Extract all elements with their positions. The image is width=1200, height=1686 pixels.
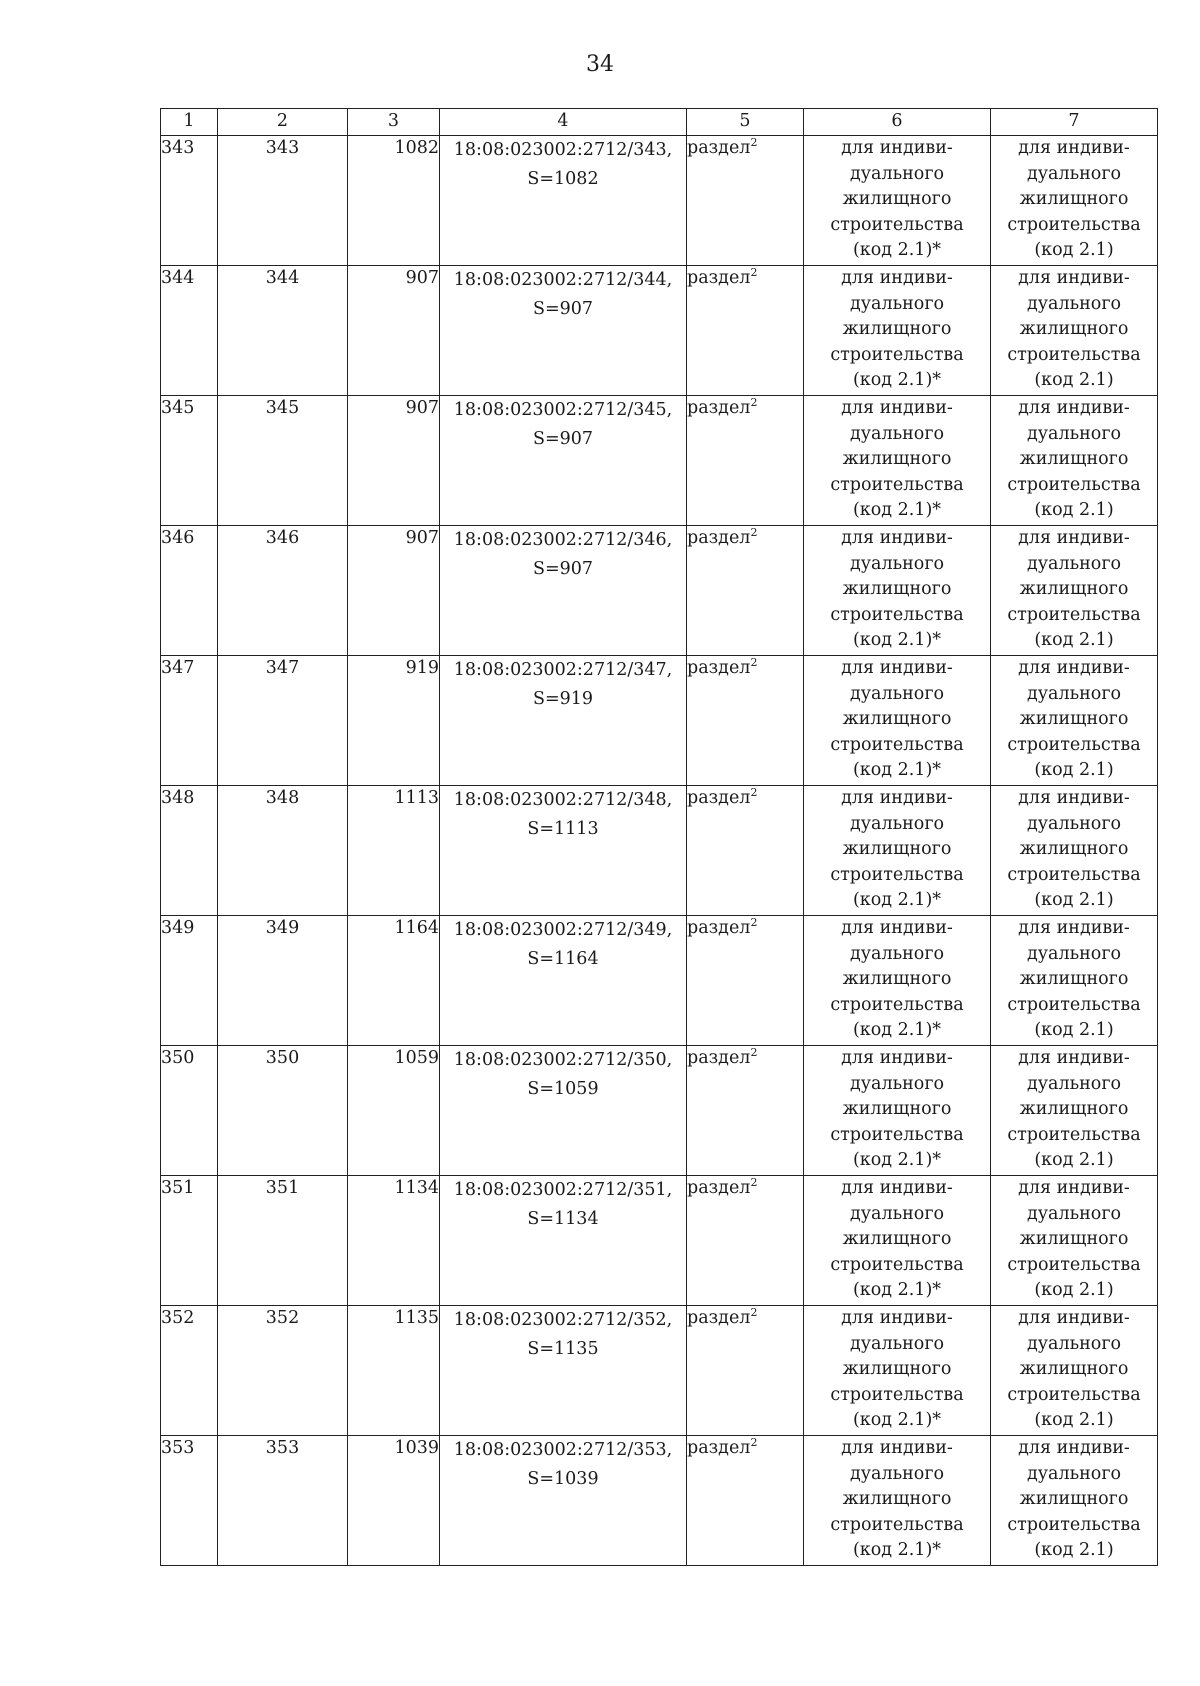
footnote-marker: 2	[750, 396, 758, 410]
permitted-use-line: жилищного	[842, 1229, 952, 1249]
table-row	[161, 136, 1158, 266]
permitted-use-line: для индиви-	[841, 658, 953, 678]
permitted-use-line: строительства	[830, 1254, 964, 1275]
area-cell: 907	[348, 396, 440, 526]
area-cell: 1164	[348, 916, 440, 1046]
table-row	[161, 916, 1158, 1046]
section-label: раздел	[687, 658, 751, 678]
permitted-use-line: строительства	[1007, 1124, 1141, 1145]
section-label: раздел	[687, 398, 751, 418]
area-cell: 1113	[348, 786, 440, 916]
cadastral-area: S=1059	[527, 1079, 599, 1099]
cadastral-cell	[440, 916, 687, 1046]
permitted-use-cell	[804, 526, 991, 656]
permitted-use-line: для индиви-	[841, 788, 953, 808]
permitted-use-line: (код 2.1)	[1034, 1280, 1114, 1300]
section-label: раздел	[687, 1438, 751, 1458]
permitted-use-line: строительства	[830, 994, 964, 1015]
permitted-use-line: для индиви-	[841, 528, 953, 548]
permitted-use-line: для индиви-	[1018, 1048, 1130, 1068]
permitted-use-line: дуального	[1026, 293, 1122, 314]
permitted-use-line: (код 2.1)*	[852, 630, 942, 650]
footnote-marker: 2	[750, 1436, 758, 1450]
permitted-use-line: (код 2.1)*	[852, 500, 942, 520]
plot-number-cell: 349	[218, 916, 348, 1046]
permitted-use-line: (код 2.1)*	[852, 890, 942, 910]
section-cell	[687, 1306, 804, 1436]
cadastral-cell	[440, 1176, 687, 1306]
permitted-use-line: строительства	[1007, 474, 1141, 495]
permitted-use-line: строительства	[1007, 214, 1141, 235]
permitted-use-line: дуального	[849, 1073, 945, 1094]
permitted-use-line: (код 2.1)*	[852, 1540, 942, 1560]
cadastral-number: 18:08:023002:2712/344,	[453, 270, 673, 290]
section-label: раздел	[687, 1048, 751, 1068]
permitted-use-line: для индиви-	[1018, 268, 1130, 288]
permitted-use-line: дуального	[849, 683, 945, 704]
permitted-use-line: строительства	[830, 864, 964, 885]
permitted-use-cell	[991, 396, 1158, 526]
permitted-use-cell	[804, 1046, 991, 1176]
permitted-use-line: для индиви-	[1018, 1308, 1130, 1328]
plot-number-cell: 351	[218, 1176, 348, 1306]
permitted-use-line: для индиви-	[1018, 138, 1130, 158]
permitted-use-line: жилищного	[842, 839, 952, 859]
table-row	[161, 1176, 1158, 1306]
section-cell	[687, 1176, 804, 1306]
permitted-use-line: для индиви-	[841, 1308, 953, 1328]
row-number-cell: 348	[161, 786, 218, 916]
footnote-marker: 2	[750, 136, 758, 150]
permitted-use-line: жилищного	[1019, 449, 1129, 469]
permitted-use-line: для индиви-	[1018, 1178, 1130, 1198]
permitted-use-line: жилищного	[1019, 579, 1129, 599]
permitted-use-line: дуального	[1026, 813, 1122, 834]
section-cell	[687, 656, 804, 786]
permitted-use-line: строительства	[830, 214, 964, 235]
permitted-use-cell	[991, 266, 1158, 396]
permitted-use-line: (код 2.1)*	[852, 760, 942, 780]
column-header: 7	[991, 109, 1158, 136]
area-cell: 1059	[348, 1046, 440, 1176]
cadastral-cell	[440, 656, 687, 786]
permitted-use-line: жилищного	[1019, 839, 1129, 859]
cadastral-number: 18:08:023002:2712/348,	[453, 790, 673, 810]
permitted-use-line: жилищного	[1019, 1229, 1129, 1249]
cadastral-cell	[440, 266, 687, 396]
section-cell	[687, 396, 804, 526]
permitted-use-cell	[991, 1306, 1158, 1436]
permitted-use-line: (код 2.1)	[1034, 500, 1114, 520]
cadastral-area: S=907	[532, 429, 594, 449]
cadastral-number: 18:08:023002:2712/347,	[453, 660, 673, 680]
section-cell	[687, 266, 804, 396]
table-row	[161, 656, 1158, 786]
permitted-use-line: (код 2.1)	[1034, 1540, 1114, 1560]
permitted-use-cell	[804, 916, 991, 1046]
permitted-use-cell	[804, 1176, 991, 1306]
cadastral-number: 18:08:023002:2712/353,	[453, 1440, 673, 1460]
plot-number-cell: 345	[218, 396, 348, 526]
permitted-use-line: (код 2.1)*	[852, 1020, 942, 1040]
permitted-use-cell	[991, 1176, 1158, 1306]
permitted-use-line: для индиви-	[841, 398, 953, 418]
permitted-use-line: дуального	[849, 1463, 945, 1484]
footnote-marker: 2	[750, 1176, 758, 1190]
table-row	[161, 786, 1158, 916]
section-cell	[687, 136, 804, 266]
section-cell	[687, 916, 804, 1046]
footnote-marker: 2	[750, 266, 758, 280]
section-label: раздел	[687, 918, 751, 938]
column-header: 5	[687, 109, 804, 136]
permitted-use-line: дуального	[1026, 1463, 1122, 1484]
cadastral-number: 18:08:023002:2712/350,	[453, 1050, 673, 1070]
permitted-use-line: для индиви-	[1018, 528, 1130, 548]
area-cell: 1082	[348, 136, 440, 266]
permitted-use-line: строительства	[1007, 734, 1141, 755]
permitted-use-line: жилищного	[1019, 969, 1129, 989]
section-label: раздел	[687, 268, 751, 288]
footnote-marker: 2	[750, 1306, 758, 1320]
permitted-use-line: для индиви-	[1018, 658, 1130, 678]
permitted-use-cell	[804, 136, 991, 266]
section-cell	[687, 786, 804, 916]
permitted-use-line: строительства	[830, 474, 964, 495]
permitted-use-line: для индиви-	[841, 1048, 953, 1068]
permitted-use-line: дуального	[849, 293, 945, 314]
permitted-use-line: строительства	[830, 604, 964, 625]
permitted-use-line: строительства	[1007, 1514, 1141, 1535]
cadastral-area: S=1135	[527, 1339, 599, 1359]
footnote-marker: 2	[750, 656, 758, 670]
permitted-use-line: жилищного	[842, 1359, 952, 1379]
row-number-cell: 346	[161, 526, 218, 656]
column-header: 3	[348, 109, 440, 136]
permitted-use-line: (код 2.1)	[1034, 240, 1114, 260]
plot-number-cell: 343	[218, 136, 348, 266]
cadastral-number: 18:08:023002:2712/351,	[453, 1180, 673, 1200]
permitted-use-line: дуального	[849, 423, 945, 444]
permitted-use-line: дуального	[849, 1333, 945, 1354]
row-number-cell: 349	[161, 916, 218, 1046]
permitted-use-line: жилищного	[842, 969, 952, 989]
permitted-use-line: жилищного	[1019, 1359, 1129, 1379]
permitted-use-line: (код 2.1)*	[852, 1280, 942, 1300]
cadastral-number: 18:08:023002:2712/346,	[453, 530, 673, 550]
cadastral-area: S=907	[532, 559, 594, 579]
permitted-use-line: (код 2.1)*	[852, 240, 942, 260]
permitted-use-line: дуального	[849, 163, 945, 184]
row-number-cell: 347	[161, 656, 218, 786]
permitted-use-line: строительства	[830, 1384, 964, 1405]
plot-number-cell: 352	[218, 1306, 348, 1436]
permitted-use-cell	[991, 916, 1158, 1046]
permitted-use-cell	[991, 656, 1158, 786]
permitted-use-line: для индиви-	[841, 918, 953, 938]
permitted-use-line: дуального	[849, 1203, 945, 1224]
permitted-use-line: (код 2.1)	[1034, 630, 1114, 650]
cadastral-area: S=919	[532, 689, 594, 709]
table-row	[161, 266, 1158, 396]
permitted-use-line: (код 2.1)	[1034, 760, 1114, 780]
permitted-use-line: жилищного	[842, 709, 952, 729]
permitted-use-line: дуального	[849, 553, 945, 574]
permitted-use-line: дуального	[1026, 1333, 1122, 1354]
permitted-use-line: (код 2.1)	[1034, 370, 1114, 390]
cadastral-area: S=1113	[527, 819, 599, 839]
permitted-use-line: жилищного	[842, 189, 952, 209]
permitted-use-line: (код 2.1)	[1034, 1020, 1114, 1040]
plot-number-cell: 353	[218, 1436, 348, 1566]
permitted-use-line: для индиви-	[841, 1178, 953, 1198]
permitted-use-line: строительства	[830, 1514, 964, 1535]
permitted-use-line: для индиви-	[841, 268, 953, 288]
permitted-use-line: (код 2.1)	[1034, 890, 1114, 910]
permitted-use-line: (код 2.1)	[1034, 1150, 1114, 1170]
permitted-use-cell	[991, 136, 1158, 266]
permitted-use-line: строительства	[1007, 604, 1141, 625]
section-label: раздел	[687, 528, 751, 548]
permitted-use-cell	[804, 786, 991, 916]
permitted-use-line: жилищного	[1019, 1099, 1129, 1119]
area-cell: 907	[348, 526, 440, 656]
cadastral-area: S=1082	[527, 169, 599, 189]
permitted-use-cell	[804, 396, 991, 526]
permitted-use-line: (код 2.1)*	[852, 1410, 942, 1430]
table-row	[161, 1436, 1158, 1566]
permitted-use-line: для индиви-	[1018, 1438, 1130, 1458]
page-number: 34	[586, 52, 614, 77]
permitted-use-cell	[991, 1436, 1158, 1566]
column-header: 2	[218, 109, 348, 136]
plot-number-cell: 344	[218, 266, 348, 396]
footnote-marker: 2	[750, 526, 758, 540]
permitted-use-cell	[804, 1306, 991, 1436]
permitted-use-line: дуального	[1026, 163, 1122, 184]
cadastral-area: S=1039	[527, 1469, 599, 1489]
column-header: 6	[804, 109, 991, 136]
permitted-use-line: строительства	[1007, 1384, 1141, 1405]
footnote-marker: 2	[750, 786, 758, 800]
row-number-cell: 351	[161, 1176, 218, 1306]
footnote-marker: 2	[750, 916, 758, 930]
row-number-cell: 345	[161, 396, 218, 526]
column-header: 1	[161, 109, 218, 136]
cadastral-number: 18:08:023002:2712/352,	[453, 1310, 673, 1330]
section-cell	[687, 1046, 804, 1176]
plot-number-cell: 350	[218, 1046, 348, 1176]
cadastral-cell	[440, 1436, 687, 1566]
permitted-use-cell	[991, 1046, 1158, 1176]
permitted-use-line: жилищного	[842, 1099, 952, 1119]
table-row	[161, 1306, 1158, 1436]
permitted-use-line: строительства	[1007, 994, 1141, 1015]
cadastral-cell	[440, 526, 687, 656]
permitted-use-line: для индиви-	[1018, 788, 1130, 808]
permitted-use-line: строительства	[830, 344, 964, 365]
permitted-use-line: для индиви-	[841, 138, 953, 158]
permitted-use-line: (код 2.1)*	[852, 370, 942, 390]
permitted-use-line: строительства	[1007, 864, 1141, 885]
permitted-use-line: жилищного	[842, 319, 952, 339]
cadastral-number: 18:08:023002:2712/345,	[453, 400, 673, 420]
table-header-row	[161, 109, 1158, 136]
permitted-use-line: дуального	[1026, 553, 1122, 574]
permitted-use-line: строительства	[830, 1124, 964, 1145]
permitted-use-line: жилищного	[1019, 1489, 1129, 1509]
permitted-use-line: дуального	[1026, 943, 1122, 964]
cadastral-area: S=1164	[527, 949, 599, 969]
cadastral-cell	[440, 136, 687, 266]
permitted-use-line: строительства	[1007, 1254, 1141, 1275]
permitted-use-line: дуального	[1026, 423, 1122, 444]
land-plots-table	[160, 108, 1158, 1566]
area-cell: 1135	[348, 1306, 440, 1436]
cadastral-area: S=907	[532, 299, 594, 319]
section-cell	[687, 526, 804, 656]
permitted-use-line: дуального	[849, 813, 945, 834]
cadastral-number: 18:08:023002:2712/349,	[453, 920, 673, 940]
permitted-use-line: строительства	[1007, 344, 1141, 365]
section-label: раздел	[687, 1178, 751, 1198]
permitted-use-line: для индиви-	[1018, 398, 1130, 418]
cadastral-cell	[440, 1306, 687, 1436]
permitted-use-cell	[991, 526, 1158, 656]
permitted-use-line: строительства	[830, 734, 964, 755]
table-row	[161, 396, 1158, 526]
permitted-use-line: для индиви-	[841, 1438, 953, 1458]
permitted-use-line: жилищного	[1019, 189, 1129, 209]
permitted-use-line: жилищного	[1019, 709, 1129, 729]
area-cell: 919	[348, 656, 440, 786]
section-label: раздел	[687, 788, 751, 808]
cadastral-cell	[440, 786, 687, 916]
permitted-use-line: (код 2.1)	[1034, 1410, 1114, 1430]
permitted-use-line: жилищного	[842, 449, 952, 469]
cadastral-number: 18:08:023002:2712/343,	[453, 140, 673, 160]
footnote-marker: 2	[750, 1046, 758, 1060]
permitted-use-cell	[804, 656, 991, 786]
section-label: раздел	[687, 1308, 751, 1328]
permitted-use-cell	[804, 1436, 991, 1566]
plot-number-cell: 347	[218, 656, 348, 786]
column-header: 4	[440, 109, 687, 136]
row-number-cell: 344	[161, 266, 218, 396]
table-row	[161, 1046, 1158, 1176]
table-row	[161, 526, 1158, 656]
permitted-use-line: дуального	[1026, 683, 1122, 704]
permitted-use-line: дуального	[1026, 1073, 1122, 1094]
section-cell	[687, 1436, 804, 1566]
cadastral-cell	[440, 396, 687, 526]
permitted-use-cell	[991, 786, 1158, 916]
permitted-use-line: жилищного	[1019, 319, 1129, 339]
permitted-use-line: жилищного	[842, 1489, 952, 1509]
row-number-cell: 350	[161, 1046, 218, 1176]
permitted-use-line: (код 2.1)*	[852, 1150, 942, 1170]
plot-number-cell: 348	[218, 786, 348, 916]
plot-number-cell: 346	[218, 526, 348, 656]
table-body	[161, 136, 1158, 1566]
row-number-cell: 353	[161, 1436, 218, 1566]
permitted-use-line: дуального	[1026, 1203, 1122, 1224]
section-label: раздел	[687, 138, 751, 158]
area-cell: 1039	[348, 1436, 440, 1566]
area-cell: 1134	[348, 1176, 440, 1306]
row-number-cell: 343	[161, 136, 218, 266]
permitted-use-line: жилищного	[842, 579, 952, 599]
cadastral-area: S=1134	[527, 1209, 599, 1229]
cadastral-cell	[440, 1046, 687, 1176]
permitted-use-line: дуального	[849, 943, 945, 964]
area-cell: 907	[348, 266, 440, 396]
permitted-use-cell	[804, 266, 991, 396]
permitted-use-line: для индиви-	[1018, 918, 1130, 938]
row-number-cell: 352	[161, 1306, 218, 1436]
